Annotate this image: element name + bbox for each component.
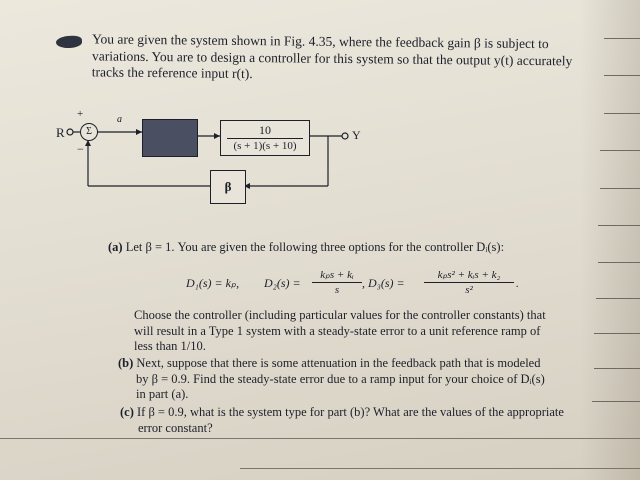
problem-bullet-icon	[56, 35, 83, 49]
d2-lhs: D₂(s) =	[264, 276, 301, 290]
minus-sign: −	[77, 142, 84, 156]
signal-a-label: a	[117, 114, 122, 125]
problem-statement	[92, 31, 592, 86]
controller-block	[142, 119, 198, 157]
block-diagram	[56, 108, 380, 220]
part-b-label: (b)	[118, 356, 134, 370]
d2-fraction	[312, 268, 362, 296]
choose-line-1: Choose the controller (including particular values for the controller constants) that	[134, 308, 546, 322]
part-b-line-1: Next, suppose that there is some attenuation in the feedback path that is modeled	[136, 356, 541, 370]
d3-fraction	[424, 268, 514, 296]
intro-line-1: You are given the system shown in Fig. 4.35, where the feedback gain β is subject to	[92, 31, 549, 52]
part-b	[118, 356, 578, 403]
part-c-label: (c)	[120, 405, 134, 419]
d2-denominator: s	[334, 284, 340, 296]
part-a-label: (a)	[108, 240, 123, 254]
notebook-rule	[604, 113, 640, 114]
notebook-rule	[594, 368, 640, 369]
d2-numerator: kₚs + kᵢ	[320, 269, 354, 281]
plant-numerator: 10	[259, 123, 271, 137]
part-a	[108, 240, 578, 256]
notebook-rule	[598, 225, 640, 226]
feedback-gain-block: β	[210, 170, 246, 204]
summing-junction: Σ	[80, 123, 98, 141]
part-b-line-3: in part (a).	[136, 387, 189, 401]
choose-line-3: less than 1/10.	[134, 339, 206, 353]
notebook-rule	[0, 438, 640, 439]
notebook-rule	[594, 333, 640, 334]
choose-line-2: will result in a Type 1 system with a steady-state error to a unit reference ramp of	[134, 323, 541, 338]
notebook-rule	[598, 262, 640, 263]
d1-expression: D₁(s) = kₚ,	[186, 276, 240, 290]
d3-lhs: , D₃(s) =	[362, 276, 405, 290]
part-a-choose	[134, 308, 584, 355]
notebook-rule	[600, 188, 640, 189]
part-c-line-2: error constant?	[138, 420, 213, 435]
input-label: R	[56, 125, 65, 140]
notebook-rule	[596, 298, 640, 299]
part-c	[120, 405, 580, 436]
plus-sign: +	[77, 108, 84, 120]
part-b-line-2: by β = 0.9. Find the steady-state error due to a ramp input for your choice of Dᵢ(s)	[136, 371, 545, 386]
notebook-rule	[600, 150, 640, 151]
controller-options	[186, 268, 546, 298]
d3-period: .	[516, 276, 519, 290]
d3-numerator: kₚs² + kᵢs + k₂	[437, 269, 501, 281]
notebook-rule	[240, 468, 640, 469]
output-label: Y	[352, 128, 361, 142]
intro-line-3: tracks the reference input r(t).	[91, 64, 253, 82]
intro-line-2: variations. You are to design a controller for this system so that the output y(t) accurately	[91, 47, 573, 68]
notebook-rule	[592, 401, 640, 402]
plant-block	[220, 120, 310, 156]
part-c-line-1: If β = 0.9, what is the system type for part (b)? What are the values of the appropriate	[137, 405, 564, 419]
part-a-text: Let β = 1. You are given the following three options for the controller Dᵢ(s):	[125, 240, 505, 254]
notebook-rule	[604, 75, 640, 76]
notebook-rule	[604, 38, 640, 39]
d3-denominator: s²	[465, 284, 473, 296]
plant-denominator: (s + 1)(s + 10)	[233, 140, 297, 152]
